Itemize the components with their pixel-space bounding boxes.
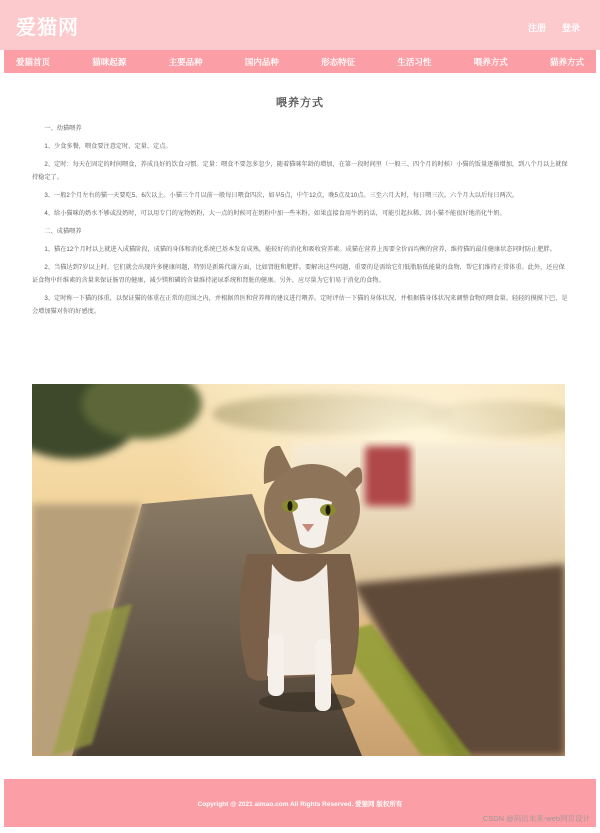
nav-item-home[interactable]: 爱猫首页 [16, 56, 51, 67]
auth-links [528, 21, 580, 34]
paragraph: 2、当猫达到7岁以上时，它们就会出现许多健康问题，特别是新陈代谢方面，比如肾脏和肥胖。要解决这些问题，重要的是需给它们低脂肪低能量的食物，帮它们维持正常体重。此外，还应保证食物中纤维素的含量来保证肠胃的健康，减少镁和磷的含量维持泌尿系统和肾脏的健康。另外，应尽量为它们易于消化的食物。 [32, 264, 565, 284]
nav-item-habits[interactable]: 生活习性 [397, 56, 432, 67]
nav-item-breeds[interactable]: 主要品种 [168, 56, 203, 67]
nav-item-features[interactable]: 形态特征 [321, 56, 356, 67]
article [32, 74, 568, 323]
register-link[interactable]: 注册 [527, 23, 546, 33]
nav-item-domestic-breeds[interactable]: 国内品种 [244, 56, 279, 67]
paragraph: 1、少食多餐，喂食要注意定时、定量、定点。 [44, 143, 172, 150]
main-nav [4, 50, 596, 73]
site-header [0, 0, 600, 50]
section-heading-adult: 二、成猫喂养 [44, 228, 82, 235]
paragraph: 4、给小猫咪的奶水不够或没奶时，可以用专门的宠物奶粉，大一点的时候可在奶粉中加一些米粉。如果直接食用牛奶的话，可能引起拉稀，因小猫不能很好地消化牛奶。 [44, 210, 506, 217]
copyright-text: Copyright @ 2021 aimao.com All Rights Reserved. 爱猫网 版权所有 [197, 801, 403, 808]
nav-item-feeding[interactable]: 喂养方式 [473, 56, 508, 67]
csdn-watermark: CSDN @码出未来-web网页设计 [482, 814, 590, 823]
site-logo[interactable]: 爱猫网 [16, 17, 79, 39]
page-title: 喂养方式 [276, 97, 324, 109]
paragraph: 3、定时称一下猫的体重，以保证猫的体重在正常的范围之内，并根据兽医和营养师的建议进行喂养。定时评估一下猫的身体状况，并根据猫身体状况来调整食物的喂食量。轻轻的摸摸下巴，是会增加猫对你的好感度。 [32, 295, 568, 315]
paragraph: 1、猫在12个月时以上就进入成猫阶段，成猫的身体和消化系统已基本发育成熟，能较好的消化和吸收营养素。成猫在营养上需要全价而均衡的营养，维持猫的最佳健康状态同时防止肥胖。 [44, 246, 556, 253]
paragraph: 3、一般2个月左右的猫一天要吃5、6次以上。小猫三个月以前一般每日喂食四次，如早5点，中午12点，晚5点及10点。三至六月大时，每日喂三次。六个月大以后每日两次。 [44, 192, 519, 199]
section-heading-kitten: 一、幼猫喂养 [44, 125, 82, 132]
cat-photo [32, 384, 565, 756]
paragraph: 2、定时：每天在固定的时间喂食，养成良好的饮食习惯。定量：喂食不要忽多忽少，随着猫咪年龄的增加，在第一段时间里（一般三、四个月的时候）小猫的饭量逐渐增加，到八个月以上就保持稳定了。 [32, 161, 568, 181]
nav-item-care[interactable]: 猫养方式 [549, 56, 584, 67]
nav-item-origin[interactable]: 猫咪起源 [92, 56, 127, 67]
login-link[interactable]: 登录 [561, 23, 580, 33]
